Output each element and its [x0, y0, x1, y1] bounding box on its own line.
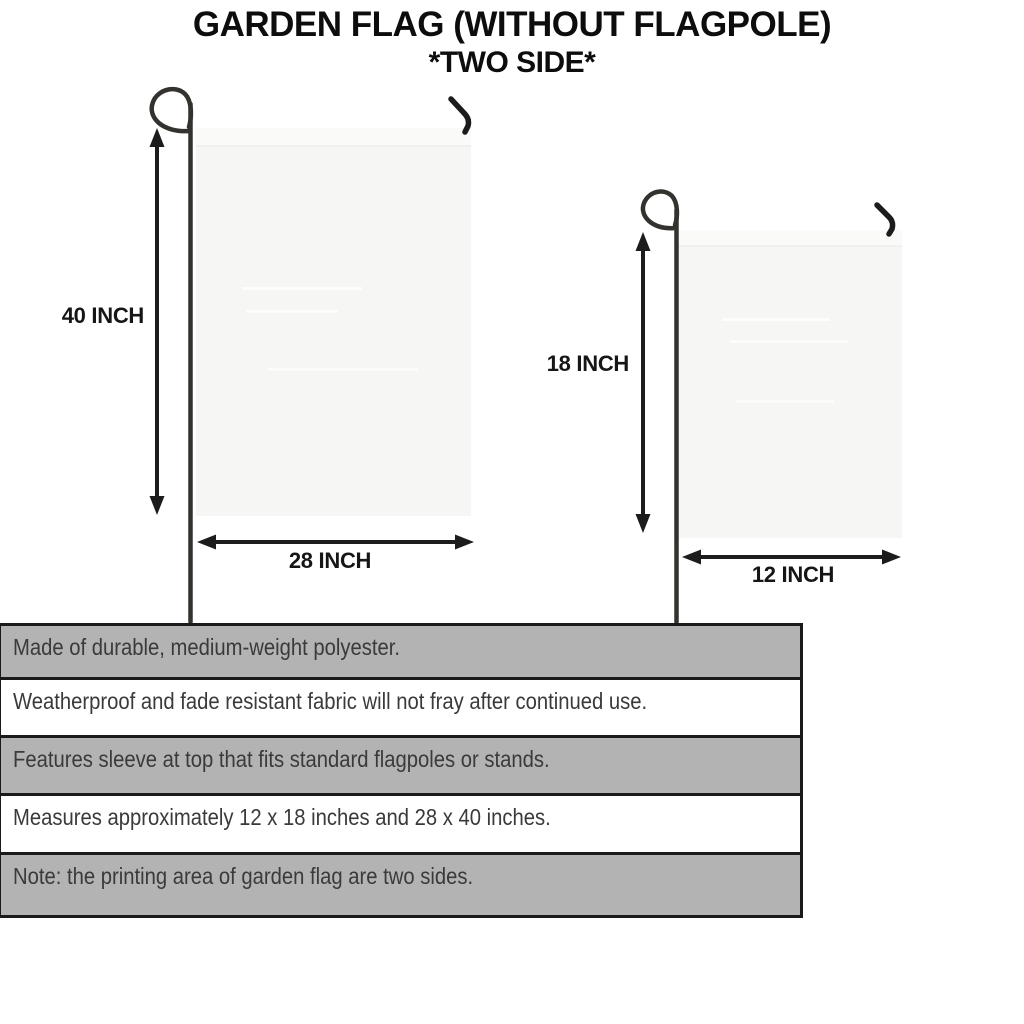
- large-flag-hook-icon: [451, 99, 469, 132]
- feature-text: Features sleeve at top that fits standard flagpoles or stands.: [13, 746, 550, 772]
- small-flag-body: [677, 230, 902, 538]
- feature-text: Made of durable, medium-weight polyester.: [13, 634, 401, 660]
- feature-row-sleeve: [1, 738, 800, 796]
- large-flagpole-loop-icon: [152, 89, 191, 131]
- large-flag-body: [196, 128, 471, 516]
- page-subtitle: *TWO SIDE*: [428, 46, 596, 79]
- fabric-streak: [242, 287, 362, 290]
- feature-row-note: [1, 855, 800, 915]
- fabric-streak: [268, 368, 418, 371]
- feature-text: Note: the printing area of garden flag are two sides.: [13, 863, 474, 889]
- small-flag-hook-icon: [877, 205, 893, 234]
- fabric-streak: [736, 400, 834, 403]
- large-flag-sleeve: [196, 128, 471, 145]
- fabric-streak: [730, 340, 848, 343]
- feature-row-material: [1, 626, 800, 680]
- feature-table: [0, 623, 803, 918]
- large-flag: [196, 128, 471, 516]
- feature-row-weatherproof: [1, 680, 800, 738]
- page-title: GARDEN FLAG (WITHOUT FLAGPOLE): [192, 5, 832, 44]
- small-flag-width-label: 12 INCH: [751, 562, 835, 587]
- large-flag-height-arrow: [150, 128, 165, 515]
- feature-row-measures: [1, 796, 800, 855]
- small-flagpole-loop-icon: [643, 192, 677, 229]
- small-flag-height-arrow: [636, 232, 651, 533]
- large-flag-height-label: 40 INCH: [61, 303, 144, 328]
- fabric-streak: [722, 318, 830, 321]
- fabric-streak: [246, 310, 338, 313]
- feature-text: Measures approximately 12 x 18 inches and 28 x 40 inches.: [13, 804, 551, 830]
- large-flag-width-label: 28 INCH: [288, 548, 372, 573]
- small-flag-sleeve: [677, 230, 902, 245]
- small-flag-height-label: 18 INCH: [546, 351, 629, 376]
- small-flag: [677, 230, 902, 538]
- feature-text: Weatherproof and fade resistant fabric will not fray after continued use.: [13, 688, 648, 714]
